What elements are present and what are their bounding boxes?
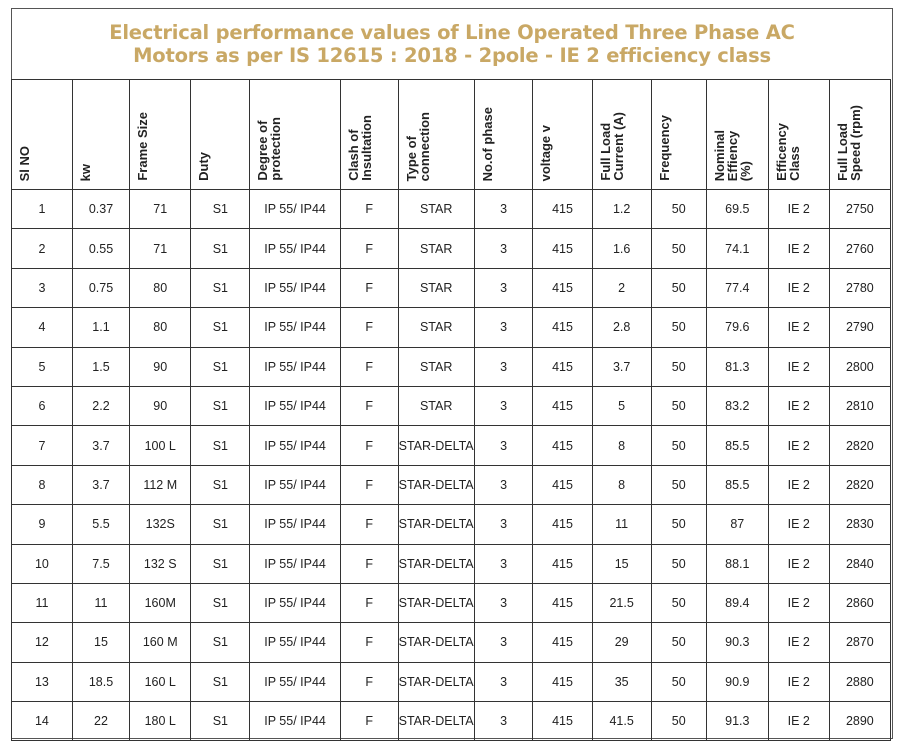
table-cell: 112 M [130, 465, 191, 504]
table-row [12, 583, 891, 622]
table-cell: 50 [651, 662, 706, 701]
table-cell: 71 [130, 229, 191, 268]
table-cell: IE 2 [768, 386, 829, 425]
table-cell: 1.5 [72, 347, 129, 386]
table-cell: STAR-DELTA [398, 465, 474, 504]
table-cell: 87 [706, 505, 768, 544]
table-cell: F [340, 426, 398, 465]
column-header-label: voltage v [538, 124, 554, 181]
table-cell: S1 [191, 229, 250, 268]
table-cell: 22 [72, 702, 129, 741]
table-cell: 415 [533, 308, 592, 347]
table-cell: F [340, 229, 398, 268]
table-cell: IP 55/ IP44 [250, 583, 340, 622]
table-cell: 6 [12, 386, 73, 425]
table-cell: F [340, 623, 398, 662]
table-cell: IP 55/ IP44 [250, 347, 340, 386]
table-cell: STAR [398, 386, 474, 425]
table-cell: 50 [651, 465, 706, 504]
column-header [651, 80, 706, 190]
table-cell: 5.5 [72, 505, 129, 544]
table-cell: 7 [12, 426, 73, 465]
table-row [12, 386, 891, 425]
table-row [12, 229, 891, 268]
table-cell: 50 [651, 544, 706, 583]
table-cell: F [340, 465, 398, 504]
table-cell: 415 [533, 347, 592, 386]
table-cell: IP 55/ IP44 [250, 229, 340, 268]
table-cell: IE 2 [768, 426, 829, 465]
table-cell: 2780 [829, 268, 890, 307]
table-row [12, 505, 891, 544]
table-cell: 50 [651, 583, 706, 622]
table-cell: IE 2 [768, 544, 829, 583]
table-cell: 50 [651, 386, 706, 425]
table-cell: 90.9 [706, 662, 768, 701]
column-header-label: Frame Size [135, 112, 151, 181]
table-cell: IE 2 [768, 308, 829, 347]
column-header-label: Efficency Class [773, 123, 802, 181]
table-cell: IE 2 [768, 190, 829, 229]
table-cell: 3 [474, 465, 533, 504]
table-cell: S1 [191, 190, 250, 229]
table-cell: 2810 [829, 386, 890, 425]
column-header [130, 80, 191, 190]
column-header [533, 80, 592, 190]
table-cell: IP 55/ IP44 [250, 702, 340, 741]
table-cell: 79.6 [706, 308, 768, 347]
table-cell: STAR [398, 268, 474, 307]
table-cell: 160 M [130, 623, 191, 662]
table-cell: 35 [592, 662, 651, 701]
table-cell: 50 [651, 190, 706, 229]
column-header [474, 80, 533, 190]
table-cell: 2860 [829, 583, 890, 622]
table-cell: 3 [474, 544, 533, 583]
table-cell: 3 [474, 190, 533, 229]
table-cell: S1 [191, 662, 250, 701]
table-cell: 2760 [829, 229, 890, 268]
table-cell: 2830 [829, 505, 890, 544]
table-cell: IP 55/ IP44 [250, 268, 340, 307]
column-header-label: Full Load Current (A) [597, 112, 626, 181]
table-cell: 50 [651, 308, 706, 347]
table-cell: 415 [533, 544, 592, 583]
column-header [72, 80, 129, 190]
table-row [12, 347, 891, 386]
table-cell: S1 [191, 583, 250, 622]
table-cell: 3 [12, 268, 73, 307]
column-header [592, 80, 651, 190]
table-cell: 15 [72, 623, 129, 662]
table-cell: 5 [12, 347, 73, 386]
table-cell: 3 [474, 426, 533, 465]
table-cell: 50 [651, 268, 706, 307]
table-cell: 85.5 [706, 465, 768, 504]
table-cell: IE 2 [768, 702, 829, 741]
table-cell: F [340, 583, 398, 622]
table-cell: 3 [474, 308, 533, 347]
column-header-label: Duty [196, 152, 212, 181]
table-cell: 415 [533, 583, 592, 622]
table-cell: F [340, 505, 398, 544]
table-row [12, 426, 891, 465]
table-cell: 11 [12, 583, 73, 622]
table-cell: 85.5 [706, 426, 768, 465]
table-cell: STAR-DELTA [398, 426, 474, 465]
table-cell: 13 [12, 662, 73, 701]
table-cell: 71 [130, 190, 191, 229]
table-cell: 50 [651, 623, 706, 662]
table-cell: IP 55/ IP44 [250, 544, 340, 583]
table-cell: 89.4 [706, 583, 768, 622]
table-cell: 50 [651, 347, 706, 386]
table-cell: IP 55/ IP44 [250, 465, 340, 504]
column-header-label: Sl NO [17, 145, 32, 181]
table-cell: 415 [533, 268, 592, 307]
table-cell: IP 55/ IP44 [250, 386, 340, 425]
column-header [12, 80, 73, 190]
table-cell: 81.3 [706, 347, 768, 386]
table-cell: 2840 [829, 544, 890, 583]
table-cell: 2 [12, 229, 73, 268]
column-header [191, 80, 250, 190]
table-cell: IP 55/ IP44 [250, 505, 340, 544]
column-header-label: No.of phase [479, 106, 495, 181]
column-header [340, 80, 398, 190]
table-cell: STAR [398, 308, 474, 347]
table-cell: S1 [191, 623, 250, 662]
table-cell: 2 [592, 268, 651, 307]
table-cell: 3 [474, 229, 533, 268]
table-cell: 415 [533, 623, 592, 662]
table-cell: IP 55/ IP44 [250, 426, 340, 465]
table-cell: 415 [533, 662, 592, 701]
table-cell: 14 [12, 702, 73, 741]
table-cell: 11 [592, 505, 651, 544]
column-header-label: Frequency [656, 115, 672, 181]
column-header-label: Type of connection [403, 111, 432, 181]
table-row [12, 662, 891, 701]
table-cell: 2750 [829, 190, 890, 229]
table-cell: 0.55 [72, 229, 129, 268]
table-cell: 1.6 [592, 229, 651, 268]
table-cell: 2820 [829, 426, 890, 465]
table-cell: 3 [474, 702, 533, 741]
table-cell: 11 [72, 583, 129, 622]
table-cell: 1 [12, 190, 73, 229]
table-cell: 2870 [829, 623, 890, 662]
table-cell: S1 [191, 544, 250, 583]
column-header [706, 80, 768, 190]
table-cell: 9 [12, 505, 73, 544]
table-cell: IE 2 [768, 229, 829, 268]
column-header-label: kw [77, 163, 93, 181]
table-cell: 7.5 [72, 544, 129, 583]
table-cell: 415 [533, 465, 592, 504]
table-cell: 80 [130, 268, 191, 307]
table-cell: 83.2 [706, 386, 768, 425]
table-cell: IE 2 [768, 505, 829, 544]
table-cell: 100 L [130, 426, 191, 465]
table-cell: 12 [12, 623, 73, 662]
table-cell: STAR [398, 190, 474, 229]
column-header [829, 80, 890, 190]
table-cell: S1 [191, 426, 250, 465]
table-cell: 74.1 [706, 229, 768, 268]
table-cell: 1.1 [72, 308, 129, 347]
table-cell: IP 55/ IP44 [250, 190, 340, 229]
table-cell: 180 L [130, 702, 191, 741]
table-cell: 88.1 [706, 544, 768, 583]
table-cell: IE 2 [768, 623, 829, 662]
table-cell: 18.5 [72, 662, 129, 701]
table-cell: 2790 [829, 308, 890, 347]
table-row [12, 465, 891, 504]
column-header-label: Clash of Insultation [345, 115, 374, 181]
table-cell: 160M [130, 583, 191, 622]
column-header-label: Full Load Speed (rpm) [834, 105, 863, 181]
table-cell: IP 55/ IP44 [250, 623, 340, 662]
table-cell: F [340, 308, 398, 347]
table-cell: 415 [533, 229, 592, 268]
table-cell: 415 [533, 426, 592, 465]
table-cell: IP 55/ IP44 [250, 308, 340, 347]
title-line-1: Electrical performance values of Line Operated Three Phase AC [109, 21, 795, 44]
table-cell: 2800 [829, 347, 890, 386]
column-header [398, 80, 474, 190]
table-cell: 3.7 [72, 426, 129, 465]
table-cell: STAR-DELTA [398, 505, 474, 544]
table-cell: IE 2 [768, 347, 829, 386]
table-cell: 2890 [829, 702, 890, 741]
table-cell: STAR [398, 229, 474, 268]
table-cell: 3 [474, 386, 533, 425]
table-cell: IE 2 [768, 583, 829, 622]
table-cell: S1 [191, 702, 250, 741]
table-cell: S1 [191, 386, 250, 425]
table-cell: 69.5 [706, 190, 768, 229]
table-row [12, 544, 891, 583]
table-cell: 50 [651, 702, 706, 741]
table-cell: STAR [398, 347, 474, 386]
table-row [12, 190, 891, 229]
column-header-label: Nominal Effiency (%) [711, 129, 753, 181]
table-row [12, 268, 891, 307]
document-frame [11, 8, 893, 739]
table-cell: 15 [592, 544, 651, 583]
table-cell: 132S [130, 505, 191, 544]
column-header [768, 80, 829, 190]
column-header-label: Degree of protection [255, 117, 284, 181]
table-cell: 10 [12, 544, 73, 583]
table-cell: F [340, 386, 398, 425]
table-cell: S1 [191, 465, 250, 504]
table-cell: STAR-DELTA [398, 623, 474, 662]
table-row [12, 308, 891, 347]
table-cell: S1 [191, 347, 250, 386]
table-cell: S1 [191, 505, 250, 544]
table-cell: 90.3 [706, 623, 768, 662]
table-cell: 2.2 [72, 386, 129, 425]
table-cell: 3.7 [72, 465, 129, 504]
table-cell: 90 [130, 347, 191, 386]
table-cell: 415 [533, 505, 592, 544]
table-cell: 2.8 [592, 308, 651, 347]
table-cell: 3 [474, 268, 533, 307]
table-cell: 77.4 [706, 268, 768, 307]
table-row [12, 702, 891, 741]
table-cell: 3 [474, 347, 533, 386]
table-cell: 132 S [130, 544, 191, 583]
table-cell: 90 [130, 386, 191, 425]
table-cell: IE 2 [768, 465, 829, 504]
table-cell: STAR-DELTA [398, 544, 474, 583]
table-cell: 3 [474, 505, 533, 544]
table-cell: F [340, 662, 398, 701]
table-cell: 2820 [829, 465, 890, 504]
table-cell: 8 [592, 426, 651, 465]
table-cell: S1 [191, 268, 250, 307]
table-cell: 50 [651, 229, 706, 268]
table-cell: 8 [12, 465, 73, 504]
table-cell: 0.37 [72, 190, 129, 229]
table-cell: 50 [651, 505, 706, 544]
table-cell: 50 [651, 426, 706, 465]
table-cell: 415 [533, 386, 592, 425]
table-cell: IE 2 [768, 268, 829, 307]
table-cell: IE 2 [768, 662, 829, 701]
table-row [12, 623, 891, 662]
table-cell: F [340, 190, 398, 229]
table-cell: 1.2 [592, 190, 651, 229]
header-row [12, 80, 891, 190]
table-cell: 5 [592, 386, 651, 425]
table-cell: 41.5 [592, 702, 651, 741]
table-cell: 8 [592, 465, 651, 504]
table-cell: 3 [474, 583, 533, 622]
title-line-2: Motors as per IS 12615 : 2018 - 2pole - IE 2 efficiency class [133, 44, 771, 67]
table-cell: S1 [191, 308, 250, 347]
table-cell: STAR-DELTA [398, 702, 474, 741]
table-cell: 29 [592, 623, 651, 662]
table-cell: F [340, 702, 398, 741]
table-cell: 415 [533, 702, 592, 741]
table-cell: STAR-DELTA [398, 583, 474, 622]
table-body [12, 190, 891, 741]
table-cell: 2880 [829, 662, 890, 701]
table-cell: 0.75 [72, 268, 129, 307]
table-cell: 415 [533, 190, 592, 229]
table-cell: 21.5 [592, 583, 651, 622]
table-cell: F [340, 347, 398, 386]
table-cell: STAR-DELTA [398, 662, 474, 701]
table-cell: 3 [474, 623, 533, 662]
table-cell: 3.7 [592, 347, 651, 386]
column-header [250, 80, 340, 190]
table-cell: 4 [12, 308, 73, 347]
table-cell: F [340, 268, 398, 307]
table-cell: 91.3 [706, 702, 768, 741]
table-cell: 160 L [130, 662, 191, 701]
table-cell: 80 [130, 308, 191, 347]
document-title [12, 9, 892, 77]
table-cell: 3 [474, 662, 533, 701]
motor-performance-table [11, 79, 891, 741]
table-cell: F [340, 544, 398, 583]
table-cell: IP 55/ IP44 [250, 662, 340, 701]
